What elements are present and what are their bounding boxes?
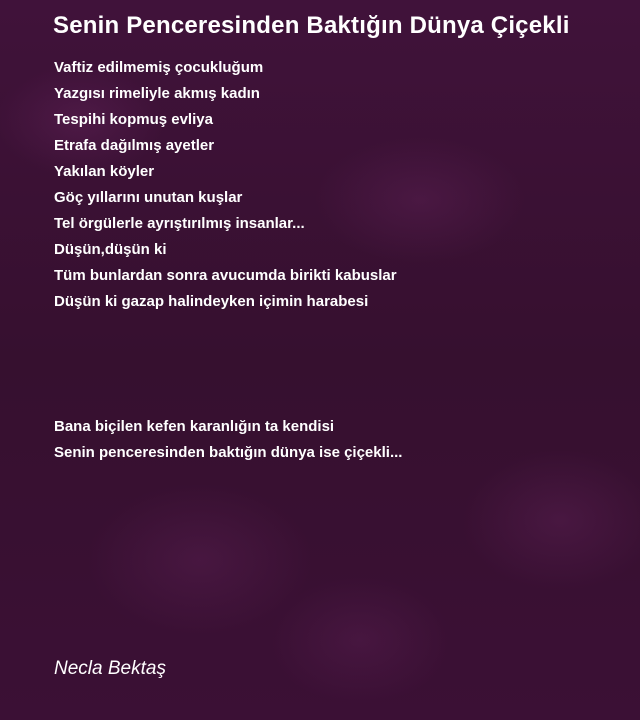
poem-line: Yazgısı rimeliyle akmış kadın [54,85,260,102]
poem-line: Tel örgülerle ayrıştırılmış insanlar... [54,215,305,232]
poem-author: Necla Bektaş [54,658,166,679]
stanza-2 [54,414,402,466]
poem-line: Göç yıllarını unutan kuşlar [54,189,243,206]
poem-line: Etrafa dağılmış ayetler [54,137,215,154]
poem-line: Senin penceresinden baktığın dünya ise çiçekli... [54,444,403,461]
poem-line: Yakılan köyler [54,163,155,180]
poem-title: Senin Penceresinden Baktığın Dünya Çiçekli [53,12,570,39]
stanza-1 [54,55,397,315]
poem-line: Tespihi kopmuş evliya [54,111,213,128]
poem-line: Düşün ki gazap halindeyken içimin harabesi [54,293,369,310]
poem-line: Düşün,düşün ki [54,241,167,258]
poem-line: Vaftiz edilmemiş çocukluğum [54,59,264,76]
poem-line: Bana biçilen kefen karanlığın ta kendisi [54,418,335,435]
poem-line: Tüm bunlardan sonra avucumda birikti kabuslar [54,267,397,284]
